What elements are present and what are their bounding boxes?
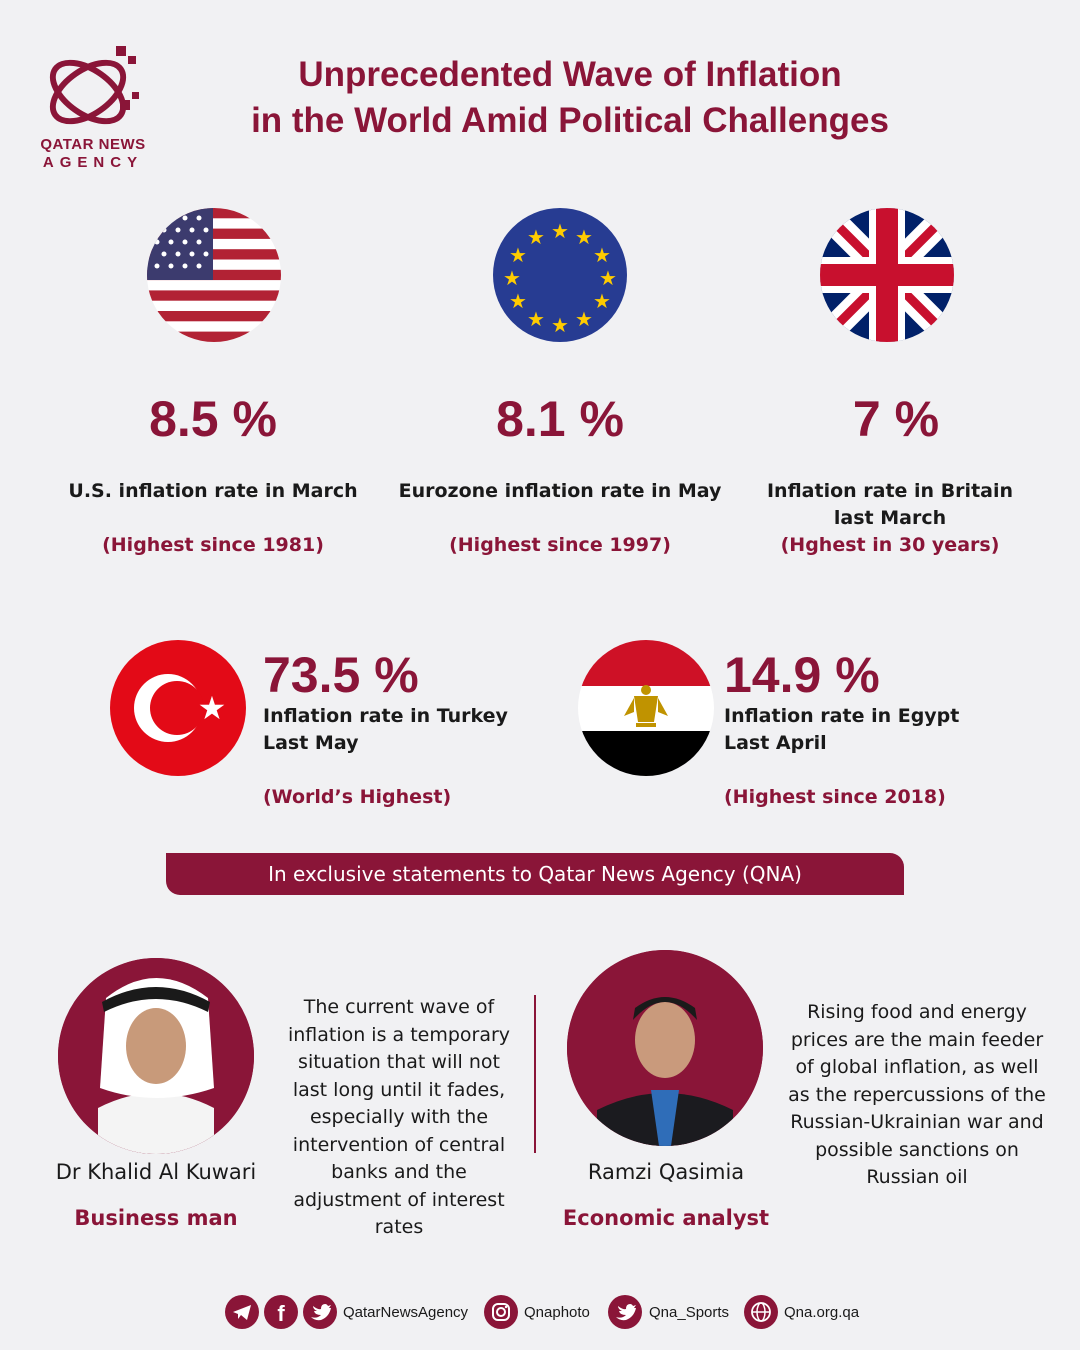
svg-text:★: ★ <box>527 307 545 331</box>
uk-flag-icon <box>820 208 954 342</box>
svg-text:★: ★ <box>593 289 611 313</box>
footer-handle-main[interactable]: QatarNewsAgency <box>343 1304 469 1321</box>
egypt-inflation-note: (Highest since 2018) <box>724 786 946 808</box>
quote2-line: possible sanctions on <box>815 1138 1019 1161</box>
footer-handle-photo[interactable]: Qnaphoto <box>524 1304 590 1321</box>
svg-text:★: ★ <box>575 307 593 331</box>
turkey-inflation-value: 73.5 % <box>263 647 419 703</box>
svg-text:★: ★ <box>503 266 521 290</box>
egypt-label-line1: Inflation rate in Egypt <box>724 705 960 727</box>
usa-inflation-label: U.S. inflation rate in March <box>68 480 358 502</box>
svg-text:★: ★ <box>551 219 569 243</box>
twitter-sports-icon[interactable] <box>608 1295 642 1329</box>
telegram-icon[interactable] <box>225 1295 259 1329</box>
logo-text-line1: QATAR NEWS <box>40 136 146 153</box>
uk-inflation-label: Inflation rate in Britain last March <box>766 480 1014 529</box>
quote-divider <box>534 995 536 1153</box>
turkey-inflation-note: (World’s Highest) <box>263 786 452 808</box>
svg-text:★: ★ <box>599 266 617 290</box>
footer-handle-sports[interactable]: Qna_Sports <box>649 1304 730 1321</box>
title-line1: Unprecedented Wave of Inflation <box>298 55 842 94</box>
uk-inflation-value: 7 % <box>852 391 940 447</box>
quote1-line: The current wave of <box>303 996 495 1018</box>
logo-text-line2: AGENCY <box>42 154 144 171</box>
egypt-inflation-label <box>724 703 1004 757</box>
turkey-label-line1: Inflation rate in Turkey <box>263 705 508 727</box>
svg-text:★: ★ <box>509 289 527 313</box>
quote2-line: Rising food and energy <box>807 1001 1027 1023</box>
svg-text:★: ★ <box>551 313 569 337</box>
person2-name: Ramzi Qasimia <box>587 1160 745 1184</box>
footer-website[interactable]: Qna.org.qa <box>784 1304 860 1321</box>
qna-statements-banner: In exclusive statements to Qatar News Agency (QNA) <box>166 853 904 895</box>
svg-text:f: f <box>277 1301 285 1326</box>
quote2-line: prices are the main feeder <box>790 1028 1044 1051</box>
quote1-line: rates <box>374 1216 424 1238</box>
quote1-line: adjustment of interest <box>293 1188 505 1211</box>
person2-quote <box>776 999 1058 1192</box>
twitter-icon[interactable] <box>303 1295 337 1329</box>
quote1-line: inflation is a temporary <box>287 1023 511 1046</box>
globe-icon[interactable] <box>744 1295 778 1329</box>
usa-inflation-note: (Highest since 1981) <box>102 534 324 556</box>
khalid-al-kuwari-portrait <box>58 958 254 1154</box>
eu-inflation-value: 8.1 % <box>496 391 624 447</box>
egypt-label-line2: Last April <box>724 732 827 754</box>
svg-text:★: ★ <box>593 243 611 267</box>
egypt-flag-icon <box>578 640 714 776</box>
facebook-icon[interactable] <box>264 1295 298 1329</box>
quote2-line: as the repercussions of the <box>788 1083 1046 1106</box>
quote1-line: intervention of central <box>292 1133 506 1156</box>
ramzi-qasimia-portrait <box>567 950 763 1146</box>
turkey-label-line2: Last May <box>263 732 359 754</box>
uk-inflation-note: (Hghest in 30 years) <box>780 534 1000 556</box>
quote1-line: last long until it fades, <box>292 1078 506 1101</box>
qna-emblem-icon <box>38 40 148 136</box>
person2-role: Economic analyst <box>562 1206 770 1230</box>
egypt-inflation-value: 14.9 % <box>724 647 880 703</box>
quote2-line: of global inflation, as well <box>795 1056 1039 1078</box>
quote2-line: Russian-Ukrainian war and <box>790 1111 1044 1133</box>
usa-flag-icon <box>147 208 281 342</box>
person1-name: Dr Khalid Al Kuwari <box>55 1160 257 1184</box>
quote1-line: situation that will not <box>298 1051 500 1073</box>
eu-flag-icon <box>493 208 627 342</box>
svg-text:★: ★ <box>197 689 227 727</box>
title-line2: in the World Amid Political Challenges <box>251 101 889 140</box>
instagram-icon[interactable] <box>484 1295 518 1329</box>
turkey-inflation-label <box>263 703 543 757</box>
qna-logo <box>38 40 148 180</box>
quote2-line: Russian oil <box>866 1166 968 1188</box>
turkey-flag-icon <box>110 640 246 776</box>
person1-quote <box>270 994 528 1242</box>
person1-role: Business man <box>74 1206 238 1230</box>
svg-text:★: ★ <box>509 243 527 267</box>
usa-inflation-value: 8.5 % <box>149 391 277 447</box>
quote1-line: especially with the <box>309 1106 489 1128</box>
eu-inflation-label: Eurozone inflation rate in May <box>398 480 722 502</box>
quote1-line: banks and the <box>331 1161 467 1183</box>
eu-inflation-note: (Highest since 1997) <box>449 534 671 556</box>
svg-text:★: ★ <box>575 225 593 249</box>
svg-text:★: ★ <box>527 225 545 249</box>
page-title <box>160 52 980 144</box>
